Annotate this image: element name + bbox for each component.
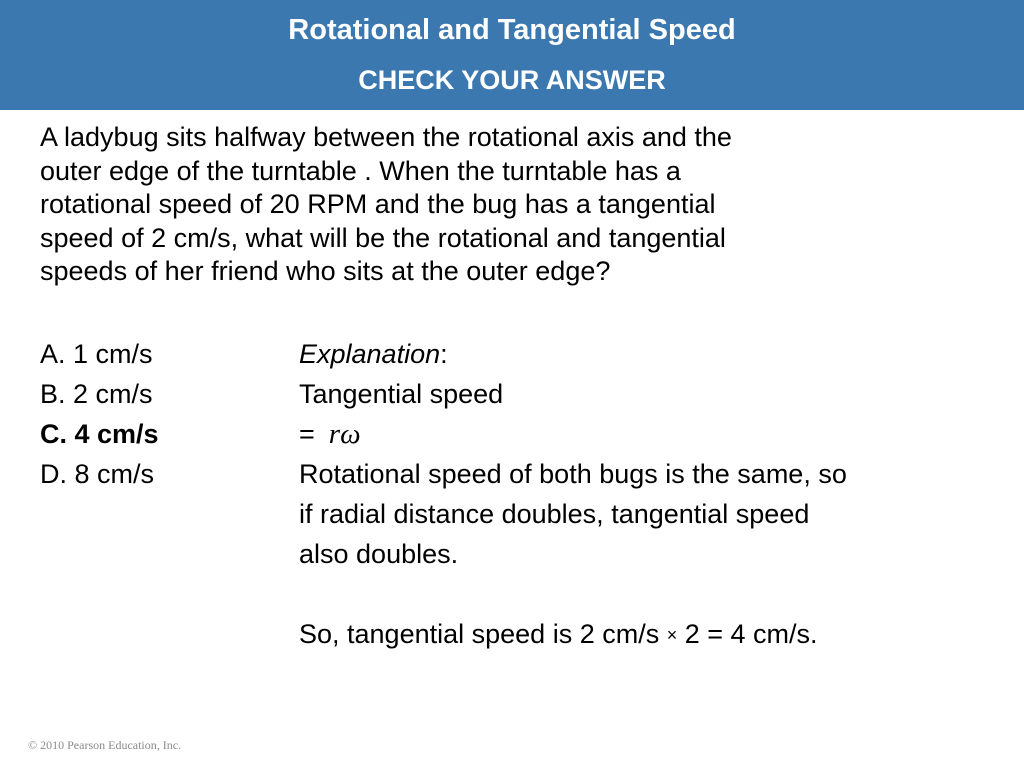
explanation-reason [299, 454, 1009, 574]
question-line: speed of 2 cm/s, what will be the rotational and tangential [40, 222, 726, 253]
explanation-colon: : [440, 339, 448, 369]
question-line: A ladybug sits halfway between the rotational axis and the [40, 122, 732, 152]
answer-choices [40, 334, 280, 494]
times-symbol: × [666, 625, 678, 645]
formula-line [299, 414, 1009, 454]
formula-equals: = [299, 419, 315, 449]
choice-d: D. 8 cm/s [40, 459, 155, 489]
slide-header [0, 0, 1024, 110]
question-line: speeds of her friend who sits at the outer edge? [40, 256, 611, 286]
reason-line: if radial distance doubles, tangential speed [299, 499, 810, 529]
reason-line: also doubles. [299, 539, 459, 569]
choice-a: A. 1 cm/s [40, 339, 153, 369]
slide-title: Rotational and Tangential Speed [288, 14, 736, 46]
formula-symbol: rω [328, 418, 361, 450]
question-text [40, 121, 940, 289]
explanation-label: Explanation [299, 339, 441, 369]
choice-c-correct: C. 4 cm/s [40, 419, 159, 449]
choice-b: B. 2 cm/s [40, 379, 153, 409]
explanation-conclusion [299, 614, 1009, 655]
copyright-notice: © 2010 Pearson Education, Inc. [28, 738, 182, 752]
conclusion-suffix: 2 = 4 cm/s. [677, 619, 818, 649]
explanation-line: Tangential speed [299, 379, 504, 409]
reason-line: Rotational speed of both bugs is the same, so [299, 459, 847, 489]
explanation-block [299, 334, 1009, 655]
question-line: rotational speed of 20 RPM and the bug has a tangential [40, 189, 716, 219]
slide-subtitle: CHECK YOUR ANSWER [358, 65, 666, 95]
conclusion-prefix: So, tangential speed is 2 cm/s [299, 619, 667, 649]
question-line: outer edge of the turntable . When the turntable has a [40, 155, 681, 186]
explanation-heading [299, 334, 1009, 374]
